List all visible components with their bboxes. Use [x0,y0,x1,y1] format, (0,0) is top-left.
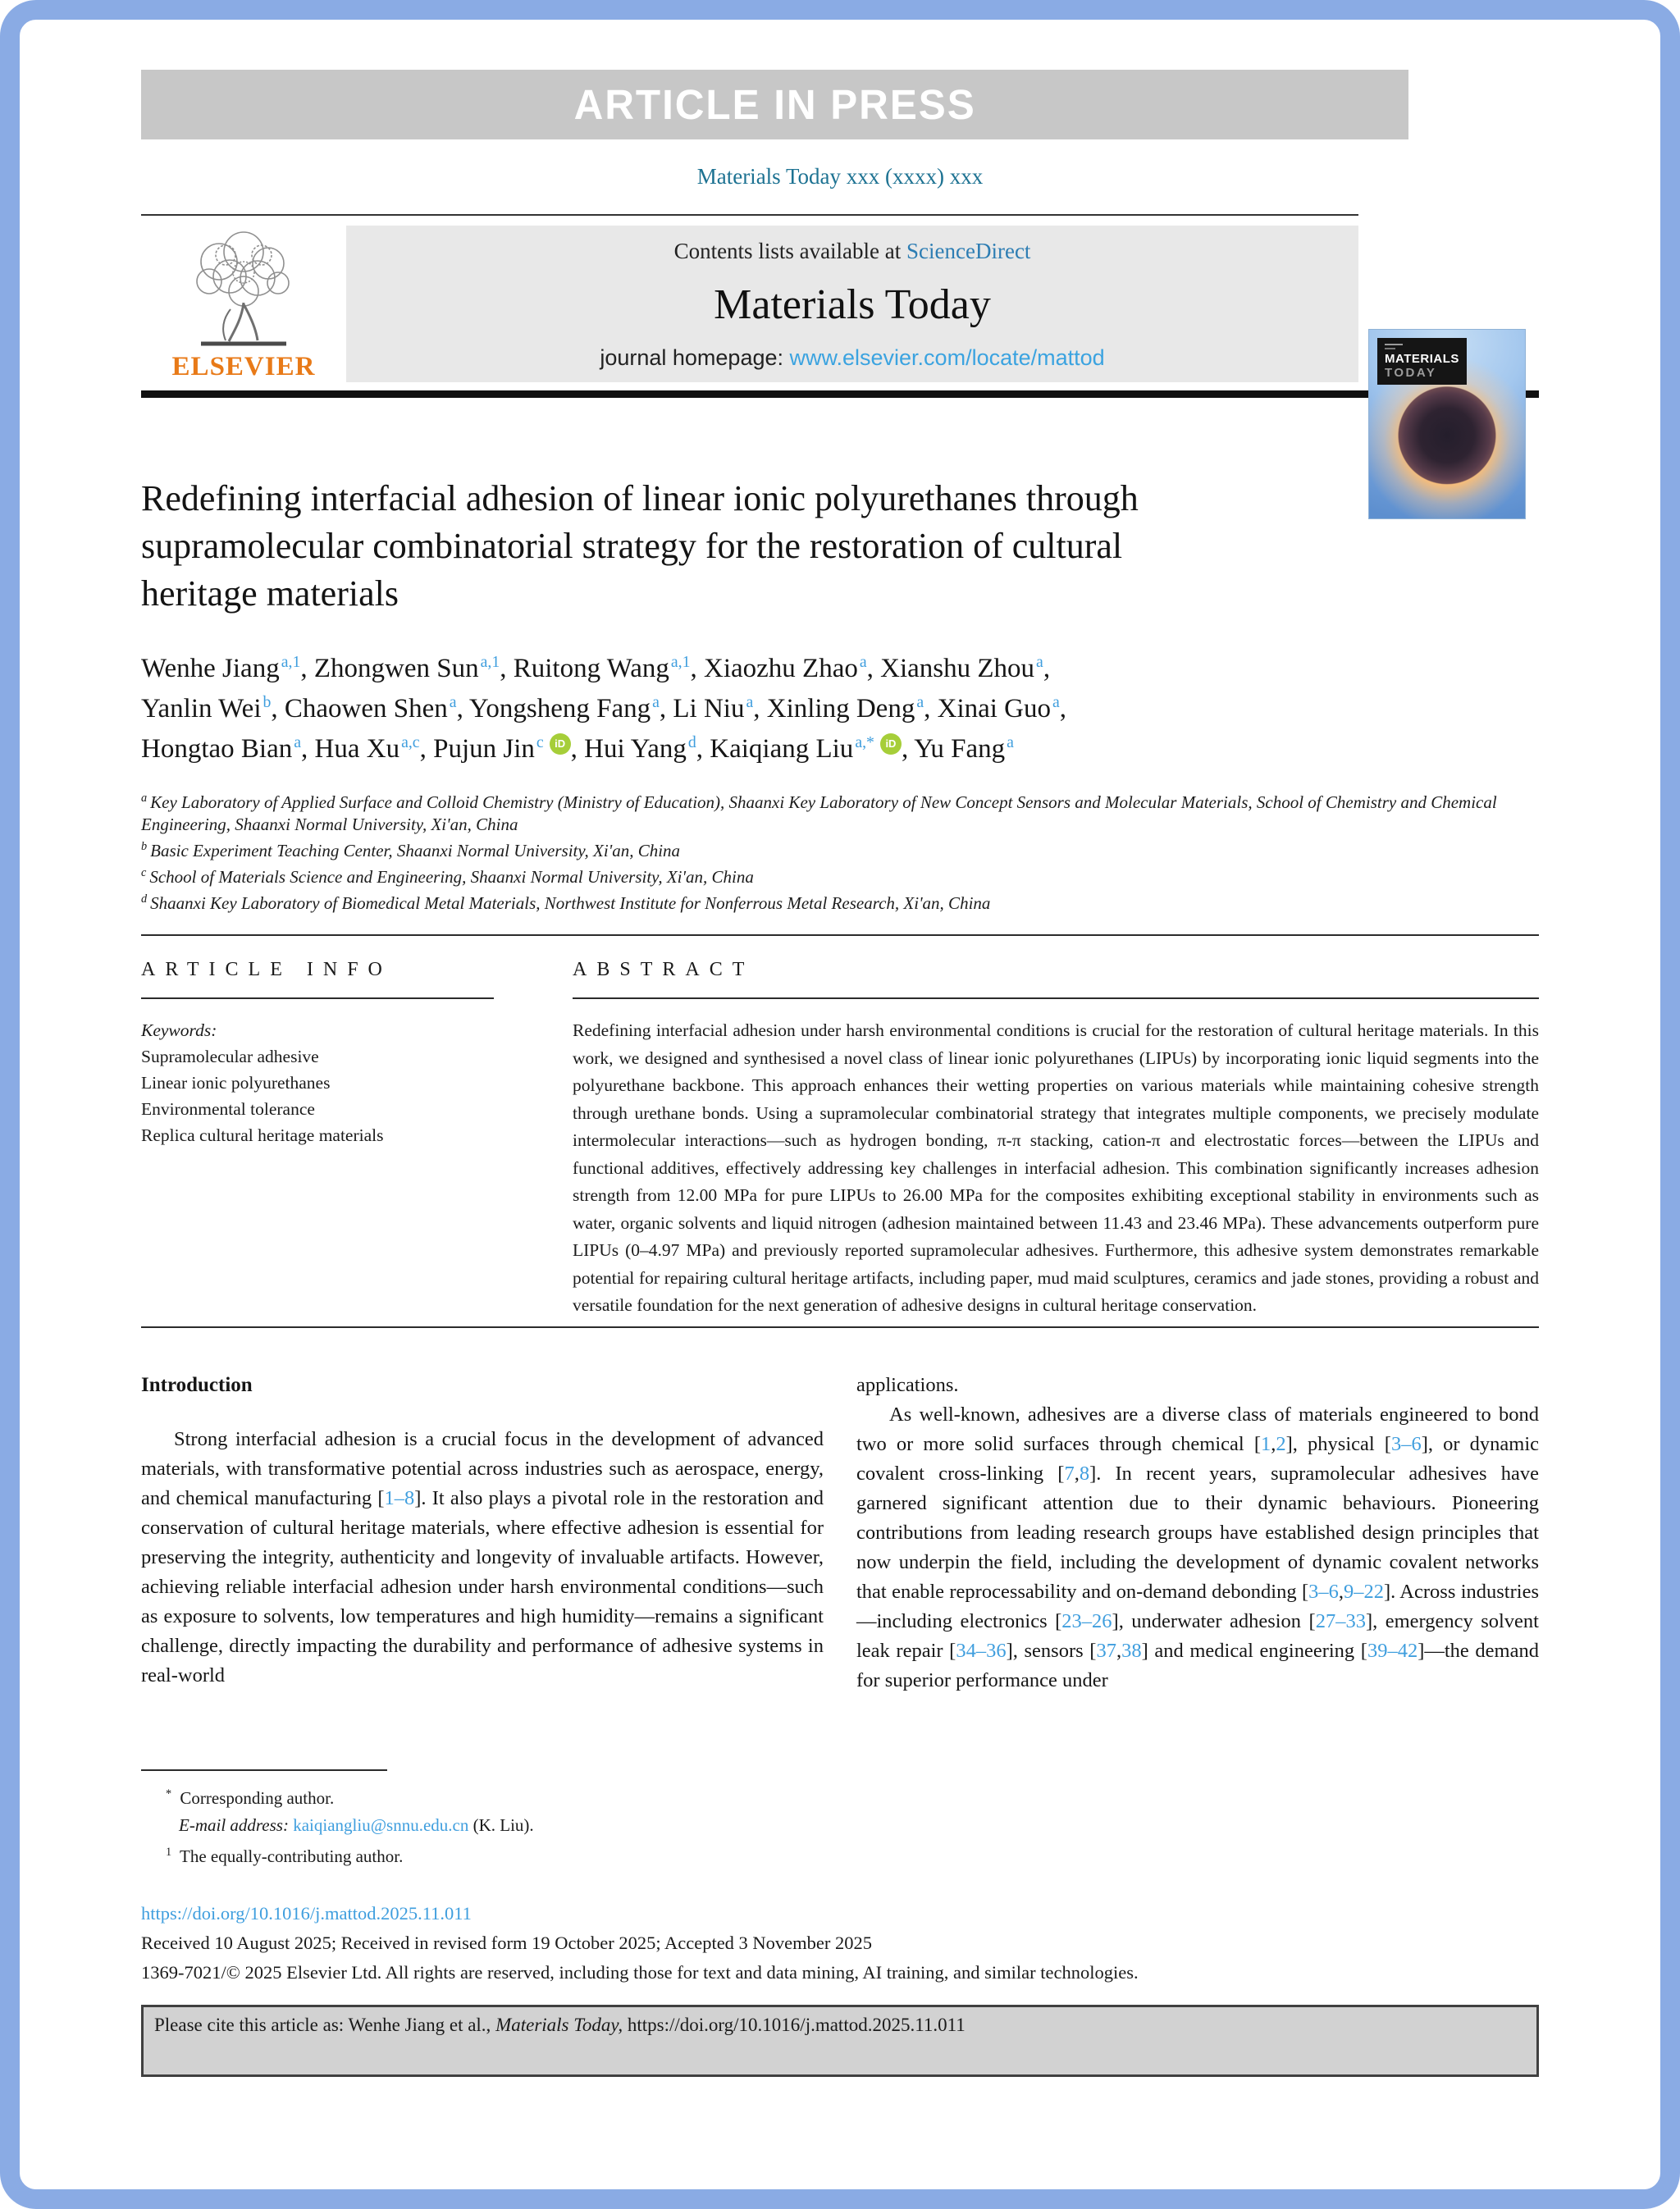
equal-contribution-note [141,1839,1539,1870]
keywords-block [141,1017,494,1148]
sup-run: a [916,693,924,711]
text-run: Yanlin Wei [141,694,262,723]
article-info-heading: ARTICLE INFO [141,959,392,980]
text-run: , Ruitong Wang [500,654,669,683]
sup-run: a [746,693,754,711]
sup-run: a [1007,733,1014,751]
text-run: , [1338,1580,1344,1603]
introduction-paragraph [141,1425,824,1691]
article-first-page [20,20,1660,2189]
cover-logo-mark [1385,344,1403,345]
affiliation-item [141,862,1539,888]
text-run: ]—the demand for superior performance under [856,1639,1539,1691]
ref-37[interactable]: 37 [1096,1639,1116,1662]
ref-1[interactable]: 1 [1261,1432,1271,1455]
article-title [141,475,1539,618]
text-run: (K. Liu). [468,1814,534,1835]
article-title-line: Redefining interfacial adhesion of linear ionic polyurethanes through [141,478,1139,518]
affiliation-marker: b [141,840,148,853]
sup-run: d [687,733,696,751]
affiliation-marker: d [141,892,148,906]
elsevier-wordmark: ELSEVIER [171,352,316,381]
ref-27-33[interactable]: 27–33 [1315,1609,1366,1632]
footnotes [141,1781,1539,1870]
text-run: ]. It also plays a pivotal role in the restoration and conservation of cultural heritage materials, where effective adhesion is essential for preserving the integrity, authenticity and longevity of invaluable artifacts. However, achieving reliable interfacial adhesion under harsh environmental conditions—such as exposure to solvents, low temperatures and high humidity—remains a significant challenge, directly impacting the durability and performance of adhesive systems in real-world [141,1486,824,1686]
text-run: , Xiaozhu Zhao [690,654,858,683]
section-bottom-rule [141,1326,1539,1328]
ref-3-6[interactable]: 3–6 [1390,1432,1422,1455]
email-note [141,1812,1539,1839]
abstract-rule [573,997,1539,999]
ref-38[interactable]: 38 [1121,1639,1142,1662]
author-line [141,646,1539,686]
text-run: , Kaiqiang Liu [696,734,854,764]
cover-title-materials: MATERIALS [1385,352,1459,366]
sup-run: a [652,693,660,711]
text-run: ], emergency solvent leak repair [ [856,1609,1539,1662]
body-paragraph: applications. [856,1373,959,1396]
ref-23-26[interactable]: 23–26 [1061,1609,1112,1632]
abstract-heading: ABSTRACT [573,959,755,980]
text-run: ]. In recent years, supramolecular adhesives have garnered significant attention due to their dynamic behaviours. Pioneering contributions from leading research groups have established design principles that now underpin the field, including the development of dynamic covalent networks that enable reprocessability and on-demand debonding [ [856,1462,1539,1603]
body-left-column [141,1371,824,1696]
running-head: Materials Today xxx (xxxx) xxx [696,164,984,189]
text-run: , Chaowen Shen [271,694,448,723]
text-run: ]. Across industries—including electronics [ [856,1580,1539,1632]
affiliation-item [141,836,1539,862]
text-run: , [1074,1462,1080,1485]
text-run: , [1271,1432,1276,1455]
keyword-item: Replica cultural heritage materials [141,1125,384,1145]
received-dates-line: Received 10 August 2025; Received in revised form 19 October 2025; Accepted 3 November 2025 [141,1932,873,1953]
affiliation-item [141,787,1539,836]
info-abstract-section [141,959,1539,1320]
journal-cover-thumbnail [1368,329,1526,519]
article-info-column [141,959,494,1320]
text-run: journal homepage: [600,345,790,370]
ref-9-22[interactable]: 9–22 [1344,1580,1385,1603]
text-run: , [1043,654,1051,683]
text-run: , Li Niu [659,694,745,723]
text-run: ], physical [ [1285,1432,1391,1455]
ref-1-8[interactable]: 1–8 [384,1486,415,1509]
i-run: Materials Today, [495,2014,623,2035]
body-columns [141,1371,1539,1696]
sup-run: a,* [855,733,874,751]
text-run: Hongtao Bian [141,734,293,764]
text-run: ], sensors [ [1006,1639,1097,1662]
affiliation-text: Key Laboratory of Applied Surface and Colloid Chemistry (Ministry of Education), Shaanxi Key Laboratory of New Concept Sensors and Molecular Materials, School of Chemistry and Chemical Engineering, Shaanxi Normal University, Xi'an, China [141,792,1497,834]
cover-title-today: TODAY [1385,366,1437,380]
text-run: , Yu Fang [901,734,1006,764]
masthead-top-rule [141,214,1358,216]
text-run: Contents lists available at [673,239,907,263]
text-run: ], or dynamic covalent cross-linking [ [856,1432,1540,1485]
author-line [141,686,1539,726]
article-in-press-label: ARTICLE IN PRESS [573,81,976,128]
sup-run: a,1 [670,653,691,671]
text-run: , Pujun Jin [419,734,535,764]
sup-run: b [262,693,272,711]
keyword-item: Supramolecular adhesive [141,1047,319,1066]
orcid-icon: iD [880,733,902,755]
keywords-label: Keywords: [141,1020,217,1040]
copyright-line: 1369-7021/© 2025 Elsevier Ltd. All rights are reserved, including those for text and data mining, AI training, and similar technologies. [141,1961,1139,1983]
affiliation-item [141,888,1539,915]
corresponding-author-note [141,1781,1539,1812]
text-run: , Hua Xu [301,734,400,764]
article-title-line: supramolecular combinatorial strategy for the restoration of cultural [141,526,1123,566]
text-run: , Yongsheng Fang [456,694,651,723]
section-top-rule [141,934,1539,936]
journal-title: Materials Today [714,281,991,328]
sup-run: a,c [401,733,420,751]
sup-run: a [294,733,302,751]
contents-lists-line [354,239,1350,264]
text-run: https://doi.org/10.1016/j.mattod.2025.11.011 [623,2014,966,2035]
sup-run: a [1036,653,1043,671]
sup-run: c [536,733,544,751]
text-run: , Xinai Guo [924,694,1052,723]
journal-masthead [141,214,1539,398]
abstract-text: Redefining interfacial adhesion under harsh environmental conditions is crucial for the restoration of cultural heritage materials. In this work, we designed and synthesised a novel class of linear ionic polyurethanes (LIPUs) by incorporating ionic liquid segments into the polyurethane backbone. This approach enhances their wetting properties on various materials while maintaining cohesive strength through urethane bonds. Using a supramolecular combinatorial strategy that integrates multiple components, we precisely modulate intermolecular interactions—such as hydrogen bonding, π-π stacking, cation-π and electrostatic forces—between the LIPUs and functional additives, effectively addressing key challenges in interfacial adhesion. This combination significantly increases adhesion strength from 12.00 MPa for pure LIPUs to 26.00 MPa for the composites exhibiting exceptional stability in environments such as water, organic solvents and liquid nitrogen (adhesion maintained between 11.43 and 23.46 MPa). These advancements outperform pure LIPUs (0–4.97 MPa) and previously reported supramolecular adhesives. Furthermore, this adhesive system demonstrates remarkable potential for repairing cultural heritage artifacts, including paper, mud maid sculptures, ceramics and jade stones, providing a robust and versatile foundation for the next generation of adhesive designs in cultural heritage conservation. [573,1020,1539,1315]
sciencedirect-link[interactable]: ScienceDirect [906,239,1031,263]
email-link[interactable]: kaiqiangliu@snnu.edu.cn [293,1814,469,1835]
text-run: , Zhongwen Sun [300,654,479,683]
text-run: As well-known, adhesives are a diverse class of materials engineered to bond two or more solid surfaces through chemical [ [856,1403,1539,1455]
text-run: , Xinling Deng [753,694,915,723]
sup-run: a,1 [281,653,301,671]
imprint-block [141,1903,1539,1983]
text-run: , [1116,1639,1122,1662]
cover-logo-mark [1385,348,1395,349]
article-in-press-banner [141,70,1408,139]
text-run: Please cite this article as: Wenhe Jiang et al., [154,2014,496,2035]
elsevier-tree-icon [178,227,309,350]
please-cite-box [141,2005,1539,2077]
cover-masthead-label [1377,338,1467,385]
text-run: The equally-contributing author. [176,1846,404,1866]
text-run: , Hui Yang [570,734,687,764]
text-run: Wenhe Jiang [141,654,280,683]
masthead-bottom-rule [141,390,1539,398]
text-run: , [1059,694,1067,723]
fn-sup-run: 1 [166,1845,172,1859]
affiliation-marker: a [141,792,148,805]
keyword-item: Environmental tolerance [141,1099,315,1119]
affiliation-text: Shaanxi Key Laboratory of Biomedical Metal Materials, Northwest Institute for Nonferrous Metal Research, Xi'an, China [150,893,991,913]
fn-sup-run: * [166,1787,172,1801]
text-run: Corresponding author. [176,1787,335,1808]
ref-39-42[interactable]: 39–42 [1367,1639,1418,1662]
text-run: Strong interfacial adhesion is a crucial focus in the development of advanced materials, with transformative potential across industries such as aerospace, energy, and chemical manufacturing [ [141,1427,824,1509]
ref-8[interactable]: 8 [1079,1462,1090,1485]
affiliation-text: Basic Experiment Teaching Center, Shaanxi Normal University, Xi'an, China [150,841,681,860]
abstract-column [573,959,1539,1320]
affiliation-list [141,787,1539,915]
body-right-column [856,1371,1539,1696]
ref-7[interactable]: 7 [1064,1462,1075,1485]
affiliation-marker: c [141,866,147,879]
article-info-rule [141,997,494,999]
journal-homepage-link[interactable]: www.elsevier.com/locate/mattod [789,345,1105,370]
sup-run: a [449,693,457,711]
introduction-heading: Introduction [141,1373,253,1396]
sup-run: a [1052,693,1060,711]
doi-link[interactable]: https://doi.org/10.1016/j.mattod.2025.11.011 [141,1902,472,1924]
footnote-divider [141,1769,387,1771]
orcid-icon: iD [550,733,571,755]
sup-run: a,1 [480,653,500,671]
journal-homepage-line [354,345,1350,371]
ref-3-6[interactable]: 3–6 [1308,1580,1339,1603]
ref-34-36[interactable]: 34–36 [956,1639,1007,1662]
body-paragraph [856,1400,1539,1696]
elsevier-logo [141,226,346,382]
affiliation-text: School of Materials Science and Engineering, Shaanxi Normal University, Xi'an, China [149,867,754,887]
masthead-row [141,226,1358,382]
author-list [141,646,1539,766]
text-run: , Xianshu Zhou [866,654,1035,683]
journal-banner-box [346,226,1358,382]
text-run: ], underwater adhesion [ [1112,1609,1316,1632]
article-title-line: heritage materials [141,573,399,614]
text-run: ] and medical engineering [ [1141,1639,1367,1662]
author-line [141,726,1539,766]
sup-run: a [859,653,867,671]
i-run: E-mail address: [179,1814,289,1835]
keyword-item: Linear ionic polyurethanes [141,1073,331,1093]
ref-2[interactable]: 2 [1276,1432,1286,1455]
